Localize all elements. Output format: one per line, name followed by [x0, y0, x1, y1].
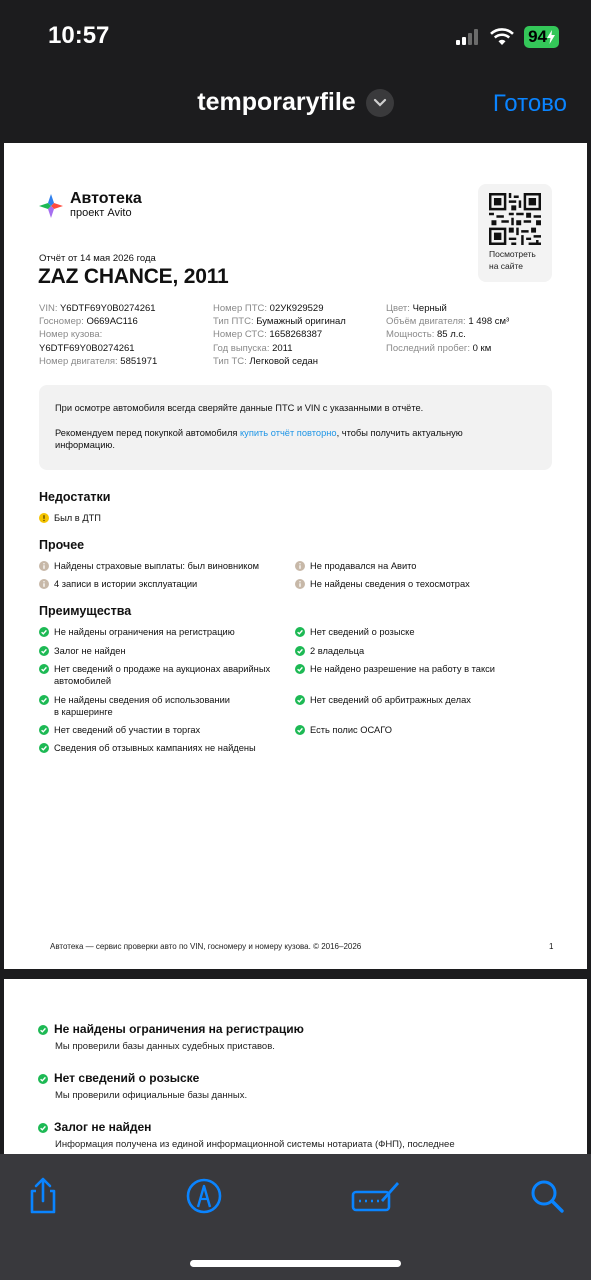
spec-row	[39, 342, 157, 355]
check-icon	[39, 743, 49, 753]
spec-row	[39, 315, 157, 328]
spec-value: 02УК929529	[269, 303, 324, 314]
check-icon	[38, 1025, 48, 1035]
status-time: 10:57	[48, 22, 110, 49]
advantage-item	[39, 626, 235, 638]
spec-label: Тип ПТС:	[213, 316, 257, 328]
detail-description: Мы проверили официальные базы данных.	[55, 1090, 248, 1101]
advantage-item	[39, 694, 230, 718]
detail-description: Мы проверили базы данных судебных приставов.	[55, 1041, 275, 1052]
detail-title: Нет сведений о розыске	[54, 1071, 200, 1085]
spec-row	[386, 328, 509, 341]
done-button[interactable]: Готово	[492, 90, 567, 117]
page-number: 1	[549, 942, 554, 951]
other-text: Не найдены сведения о техосмотрах	[310, 579, 470, 589]
spec-label: Мощность:	[386, 329, 437, 341]
section-title-flaws: Недостатки	[39, 490, 111, 504]
spec-row	[386, 315, 509, 328]
battery-indicator	[524, 26, 559, 48]
qr-caption-line: Посмотреть	[489, 249, 536, 259]
report-date: Отчёт от 14 мая 2026 года	[39, 253, 156, 264]
spec-label: VIN:	[39, 303, 60, 314]
spec-label: Последний пробег:	[386, 342, 473, 354]
spec-label: Объём двигателя:	[386, 316, 469, 328]
spec-label: Номер двигателя:	[39, 355, 121, 367]
info-icon	[295, 579, 305, 589]
advantage-text: 2 владельца	[310, 646, 365, 656]
spec-value: Бумажный оригинал	[256, 316, 346, 328]
page-footer: Автотека — сервис проверки авто по VIN, госномеру и номеру кузова. © 2016–2026	[50, 942, 362, 951]
spec-value: 5851971	[120, 355, 158, 367]
advantage-text: Нет сведений о розыске	[310, 627, 415, 637]
advantage-item	[39, 645, 126, 657]
flaw-item	[39, 512, 101, 524]
spec-value: 85 л.с.	[436, 329, 466, 341]
file-name: temporaryfile	[197, 88, 356, 116]
spec-label: Цвет:	[386, 303, 413, 314]
notice-text: Рекомендуем перед покупкой автомобиля	[55, 427, 240, 438]
advantage-text: автомобилей	[54, 676, 112, 686]
advantage-text: Нет сведений о продаже на аукционах аварийных	[54, 664, 271, 674]
spec-row	[386, 302, 509, 315]
detail-item	[38, 1022, 304, 1052]
other-text: Не продавался на Авито	[310, 561, 417, 571]
chevron-down-icon[interactable]	[366, 89, 394, 117]
share-icon[interactable]	[23, 1176, 63, 1216]
other-item	[295, 578, 470, 590]
advantage-item	[295, 724, 392, 736]
spec-label: Номер ПТС:	[213, 303, 270, 314]
spec-row	[213, 315, 346, 328]
spec-label: Номер кузова:	[39, 329, 103, 341]
qr-caption	[489, 248, 536, 272]
status-icons	[456, 26, 559, 48]
spec-row	[39, 328, 157, 341]
advantage-item	[39, 724, 200, 736]
logo-subtitle: проект Avito	[70, 207, 132, 219]
other-text: 4 записи в истории эксплуатации	[54, 579, 198, 589]
logo-name: Автотека	[70, 190, 142, 207]
spec-label: Тип ТС:	[213, 355, 250, 367]
advantage-text: Есть полис ОСАГО	[310, 725, 392, 735]
other-item	[39, 560, 259, 572]
status-bar	[0, 0, 591, 72]
search-icon[interactable]	[527, 1176, 567, 1216]
battery-level: 94	[528, 27, 547, 46]
detail-title: Залог не найден	[54, 1120, 152, 1134]
check-icon	[39, 627, 49, 637]
check-icon	[295, 695, 305, 705]
advantage-text: Нет сведений об арбитражных делах	[310, 695, 471, 705]
spec-label: Госномер:	[39, 316, 87, 328]
other-text: Найдены страховые выплаты: был виновником	[54, 561, 260, 571]
qr-code-icon	[489, 193, 541, 245]
flaw-text: Был в ДТП	[54, 513, 101, 523]
advantage-text: Нет сведений об участии в торгах	[54, 725, 201, 735]
home-indicator[interactable]	[190, 1260, 401, 1267]
check-icon	[38, 1074, 48, 1084]
check-icon	[39, 695, 49, 705]
notice-recommendation	[55, 427, 536, 440]
specs-column-3	[386, 302, 509, 355]
inspection-notice	[39, 385, 552, 470]
check-icon	[38, 1123, 48, 1133]
section-title-advantages: Преимущества	[39, 604, 132, 618]
spec-label: Год выпуска:	[213, 342, 273, 354]
document-page-2	[4, 979, 587, 1154]
other-item	[295, 560, 416, 572]
advantage-text: Залог не найден	[54, 646, 126, 656]
qr-caption-line: на сайте	[489, 261, 524, 271]
spec-row	[213, 342, 346, 355]
autoteka-logo-icon	[38, 193, 64, 219]
nav-bar	[0, 72, 591, 140]
advantage-item	[295, 645, 364, 657]
specs-column-2	[213, 302, 346, 368]
section-title-other: Прочее	[39, 538, 85, 552]
spec-value: Легковой седан	[249, 355, 319, 367]
spec-row	[39, 355, 157, 368]
advantage-text: Не найдены сведения об использовании	[54, 695, 230, 705]
check-icon	[295, 627, 305, 637]
advantage-item	[39, 742, 256, 754]
advantage-item	[295, 626, 415, 638]
spec-value: Черный	[412, 303, 447, 314]
autoteka-logo	[38, 191, 142, 220]
advantage-text: Не найдено разрешение на работу в такси	[310, 664, 495, 674]
charging-bolt-icon	[547, 30, 555, 44]
qr-code-block[interactable]	[478, 184, 552, 282]
advantage-text: Не найдены ограничения на регистрацию	[54, 627, 235, 637]
detail-description: Информация получена из единой информационной системы нотариата (ФНП), последнее	[55, 1139, 455, 1150]
advantage-text: в каршеринге	[54, 707, 113, 717]
spec-row	[213, 328, 346, 341]
signature-icon[interactable]	[351, 1176, 401, 1216]
spec-value: 2011	[272, 342, 293, 354]
advantage-item	[39, 663, 270, 687]
notice-line: информацию.	[55, 440, 115, 450]
spec-value: 1 498 см³	[468, 316, 510, 328]
markup-icon[interactable]	[184, 1176, 224, 1216]
spec-value: Y6DTF69Y0B0274261	[59, 303, 156, 314]
car-title: ZAZ CHANCE, 2011	[38, 265, 229, 288]
check-icon	[295, 646, 305, 656]
spec-row	[213, 355, 346, 368]
notice-text: , чтобы получить актуальную	[336, 427, 463, 438]
check-icon	[39, 725, 49, 735]
spec-label: Номер СТС:	[213, 329, 270, 341]
advantage-item	[295, 663, 495, 675]
warning-icon	[39, 513, 49, 523]
check-icon	[39, 664, 49, 674]
specs-column-1	[39, 302, 157, 368]
detail-title: Не найдены ограничения на регистрацию	[54, 1022, 304, 1036]
detail-item	[38, 1071, 247, 1101]
spec-value: 0 км	[472, 342, 492, 354]
check-icon	[39, 646, 49, 656]
info-icon	[295, 561, 305, 571]
cellular-signal-icon	[456, 29, 480, 45]
info-icon	[39, 561, 49, 571]
spec-value: О669АС116	[86, 316, 138, 328]
document-page-1	[4, 143, 587, 969]
check-icon	[295, 725, 305, 735]
spec-value: 1658268387	[269, 329, 323, 341]
detail-item	[38, 1120, 455, 1150]
wifi-icon	[490, 28, 514, 46]
spec-row	[39, 302, 157, 315]
spec-row	[386, 342, 509, 355]
spec-row	[213, 302, 346, 315]
advantage-text: Сведения об отзывных кампаниях не найдены	[54, 743, 256, 753]
buy-report-again-link[interactable]: купить отчёт повторно	[240, 427, 337, 438]
advantage-item	[295, 694, 471, 706]
info-icon	[39, 579, 49, 589]
other-item	[39, 578, 197, 590]
check-icon	[295, 664, 305, 674]
spec-value: Y6DTF69Y0B0274261	[39, 342, 135, 354]
notice-line: При осмотре автомобиля всегда сверяйте данные ПТС и VIN с указанными в отчёте.	[55, 403, 424, 413]
